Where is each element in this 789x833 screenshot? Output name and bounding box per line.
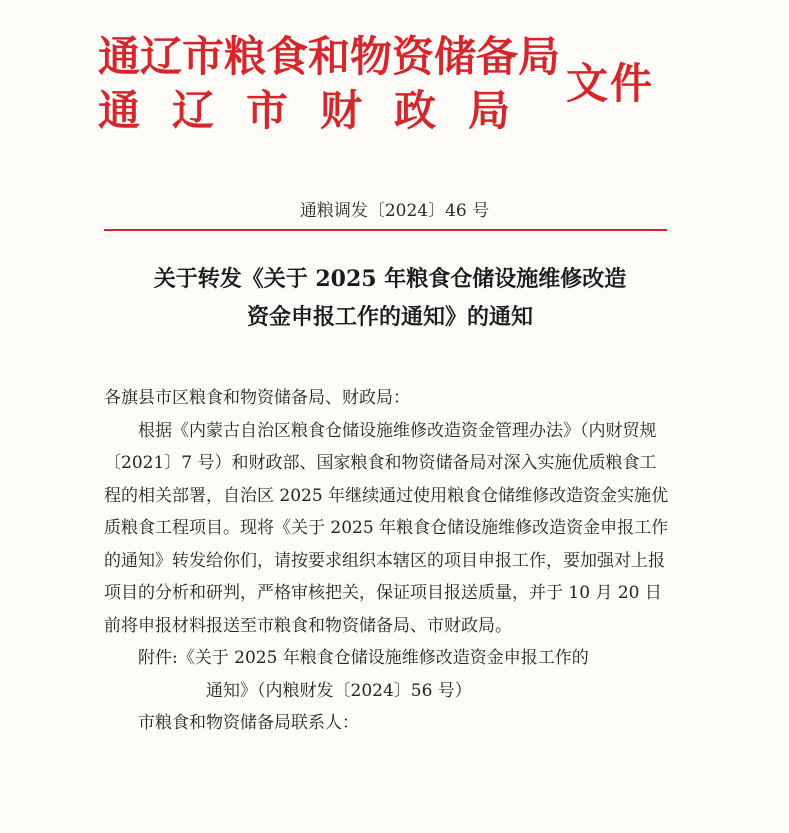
issuer-names [98,30,561,138]
title-line-1: 关于转发《关于 2025 年粮食仓储设施维修改造 [153,266,627,292]
attachment-line-2: 通知》（内粮财发〔2024〕56 号） [206,680,472,701]
issuer-line-1: 通辽市粮食和物资储备局 [98,32,561,81]
contact-line: 市粮食和物资储备局联系人： [138,713,359,733]
attachment-line-1: 附件:《关于 2025 年粮食仓储设施维修改造资金申报工作的 [138,648,589,668]
document-title [90,260,690,336]
salutation: 各旗县市区粮食和物资储备局、财政局： [104,388,410,408]
issuer-line-2: 通辽市财政局 [98,86,543,135]
document-number: 通粮调发〔2024〕46 号 [299,201,490,221]
document-body [104,382,669,740]
body-paragraph: 根据《内蒙古自治区粮食仓储设施维修改造资金管理办法》（内财贸规〔2021〕7 号）和财政部、国家粮食和物资储备局对深入实施优质粮食工程的相关部署，自治区 2025 年继续通过使用粮食仓储维修改造资金实施优质粮食工程项目。现将《关于 2025 年粮食仓储设施维修改造资金申报工作的通知》转发给你们，请按要求组织本辖区的项目申报工作，要加强对上报项目的分析和研判，严格审核把关，保证项目报送质量，并于 10 月 20 日前将申报材料报送至市粮食和物资储备局、市财政局。 [104,420,669,636]
title-line-2: 资金申报工作的通知》的通知 [246,304,533,330]
red-divider-line [104,229,667,231]
document-label: 文件 [566,59,655,108]
